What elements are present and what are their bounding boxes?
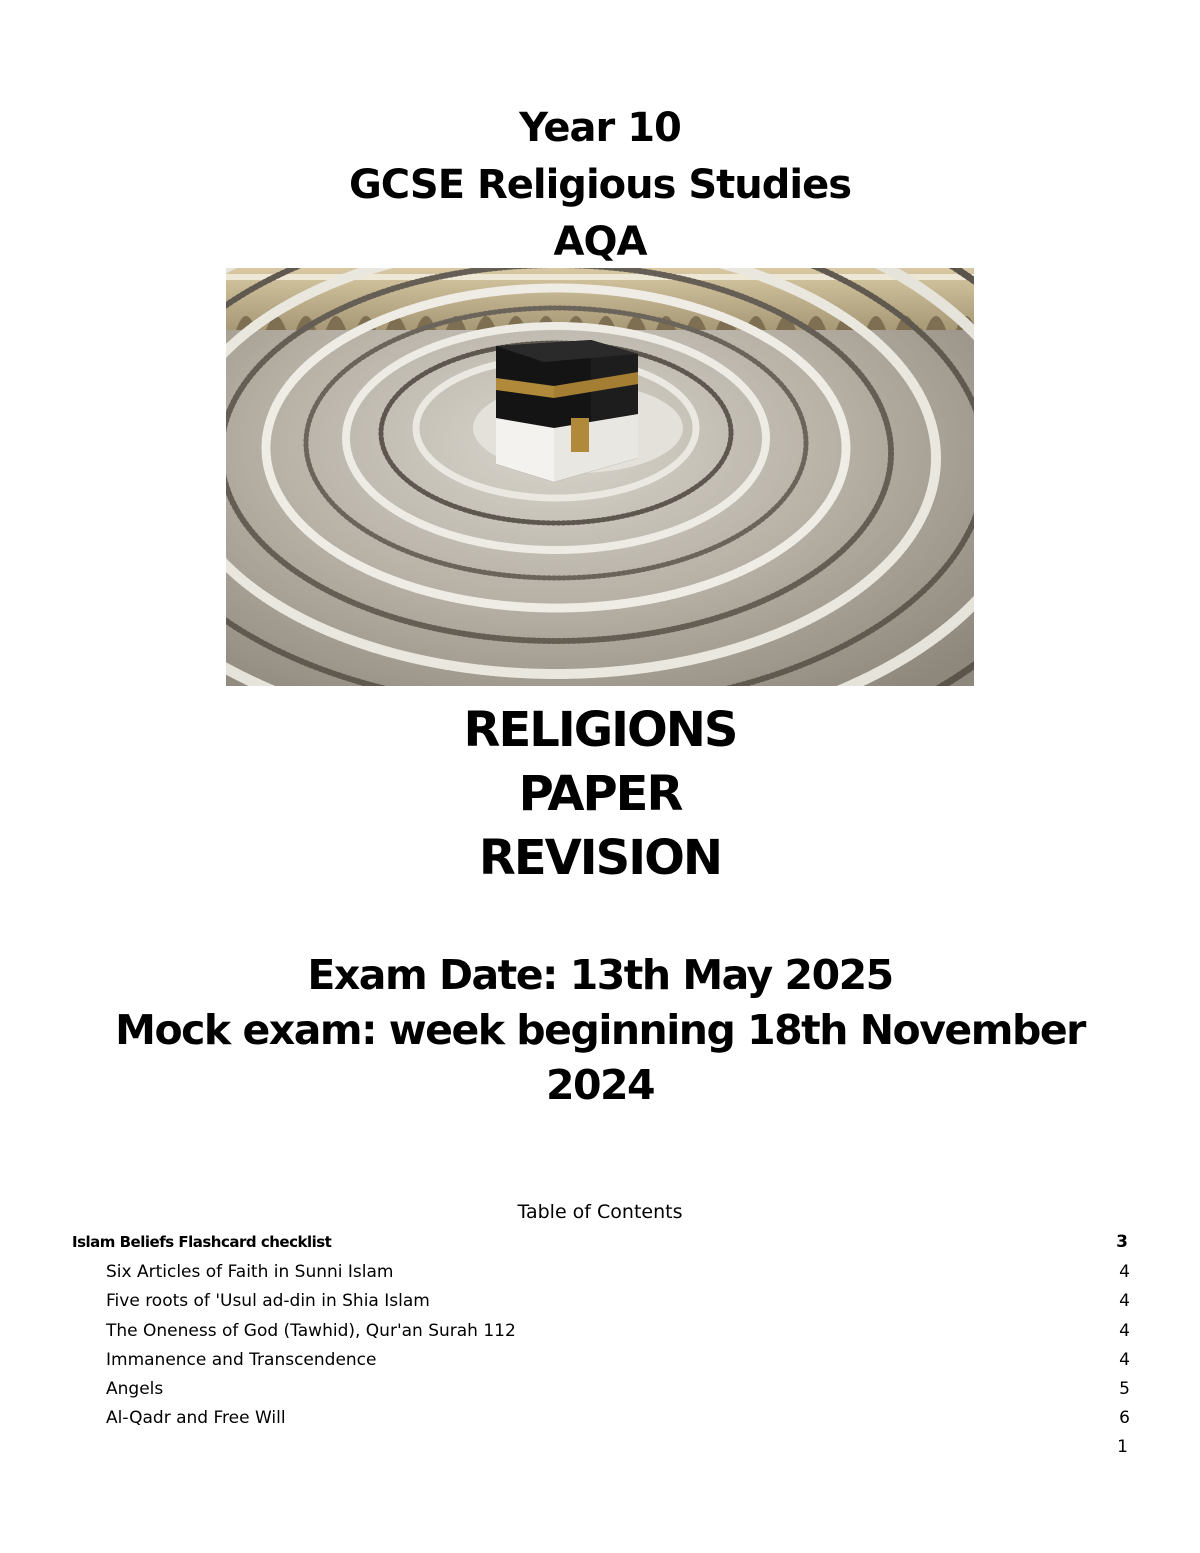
mock-exam-line1: Mock exam: week beginning 18th November	[115, 1006, 1085, 1054]
exam-info	[0, 948, 1200, 1113]
toc-entry-page: 4	[1119, 1350, 1130, 1370]
toc-entry-label: Five roots of 'Usul ad-din in Shia Islam	[106, 1291, 430, 1311]
heading-religions: RELIGIONS	[463, 702, 737, 758]
title-course: GCSE Religious Studies	[348, 162, 852, 208]
toc-entry-page: 4	[1119, 1262, 1130, 1282]
page-number: 1	[1117, 1437, 1128, 1457]
document-title	[0, 100, 1200, 271]
toc-entry[interactable]	[0, 1259, 1200, 1285]
toc-entry-label: Angels	[106, 1379, 164, 1399]
exam-date: Exam Date: 13th May 2025	[307, 951, 893, 999]
heading-revision: REVISION	[478, 830, 722, 886]
toc-entry[interactable]	[0, 1405, 1200, 1431]
heading-paper: PAPER	[518, 766, 682, 822]
toc-entry-label: The Oneness of God (Tawhid), Qur'an Surah 112	[106, 1321, 516, 1341]
toc-entry-page: 6	[1119, 1408, 1130, 1428]
toc-entry-page: 4	[1119, 1291, 1130, 1311]
toc-entry-label: Islam Beliefs Flashcard checklist	[72, 1233, 332, 1251]
toc-entry[interactable]	[0, 1347, 1200, 1373]
title-year: Year 10	[519, 105, 681, 151]
toc-entry-page: 4	[1119, 1321, 1130, 1341]
toc-entry-label: Immanence and Transcendence	[106, 1350, 377, 1370]
revision-heading	[0, 698, 1200, 890]
toc-entry[interactable]	[0, 1229, 1200, 1255]
toc-entry-label: Six Articles of Faith in Sunni Islam	[106, 1262, 394, 1282]
title-board: AQA	[553, 219, 647, 265]
toc-entry-page: 3	[1116, 1232, 1128, 1252]
toc-entry[interactable]	[0, 1376, 1200, 1402]
toc-entry-page: 5	[1119, 1379, 1130, 1399]
toc-entry-label: Al-Qadr and Free Will	[106, 1408, 286, 1428]
toc-heading: Table of Contents	[517, 1201, 683, 1223]
toc-entry[interactable]	[0, 1288, 1200, 1314]
kaaba-photo	[226, 268, 974, 686]
toc-entry[interactable]	[0, 1318, 1200, 1344]
mock-exam-line2: 2024	[545, 1061, 655, 1109]
